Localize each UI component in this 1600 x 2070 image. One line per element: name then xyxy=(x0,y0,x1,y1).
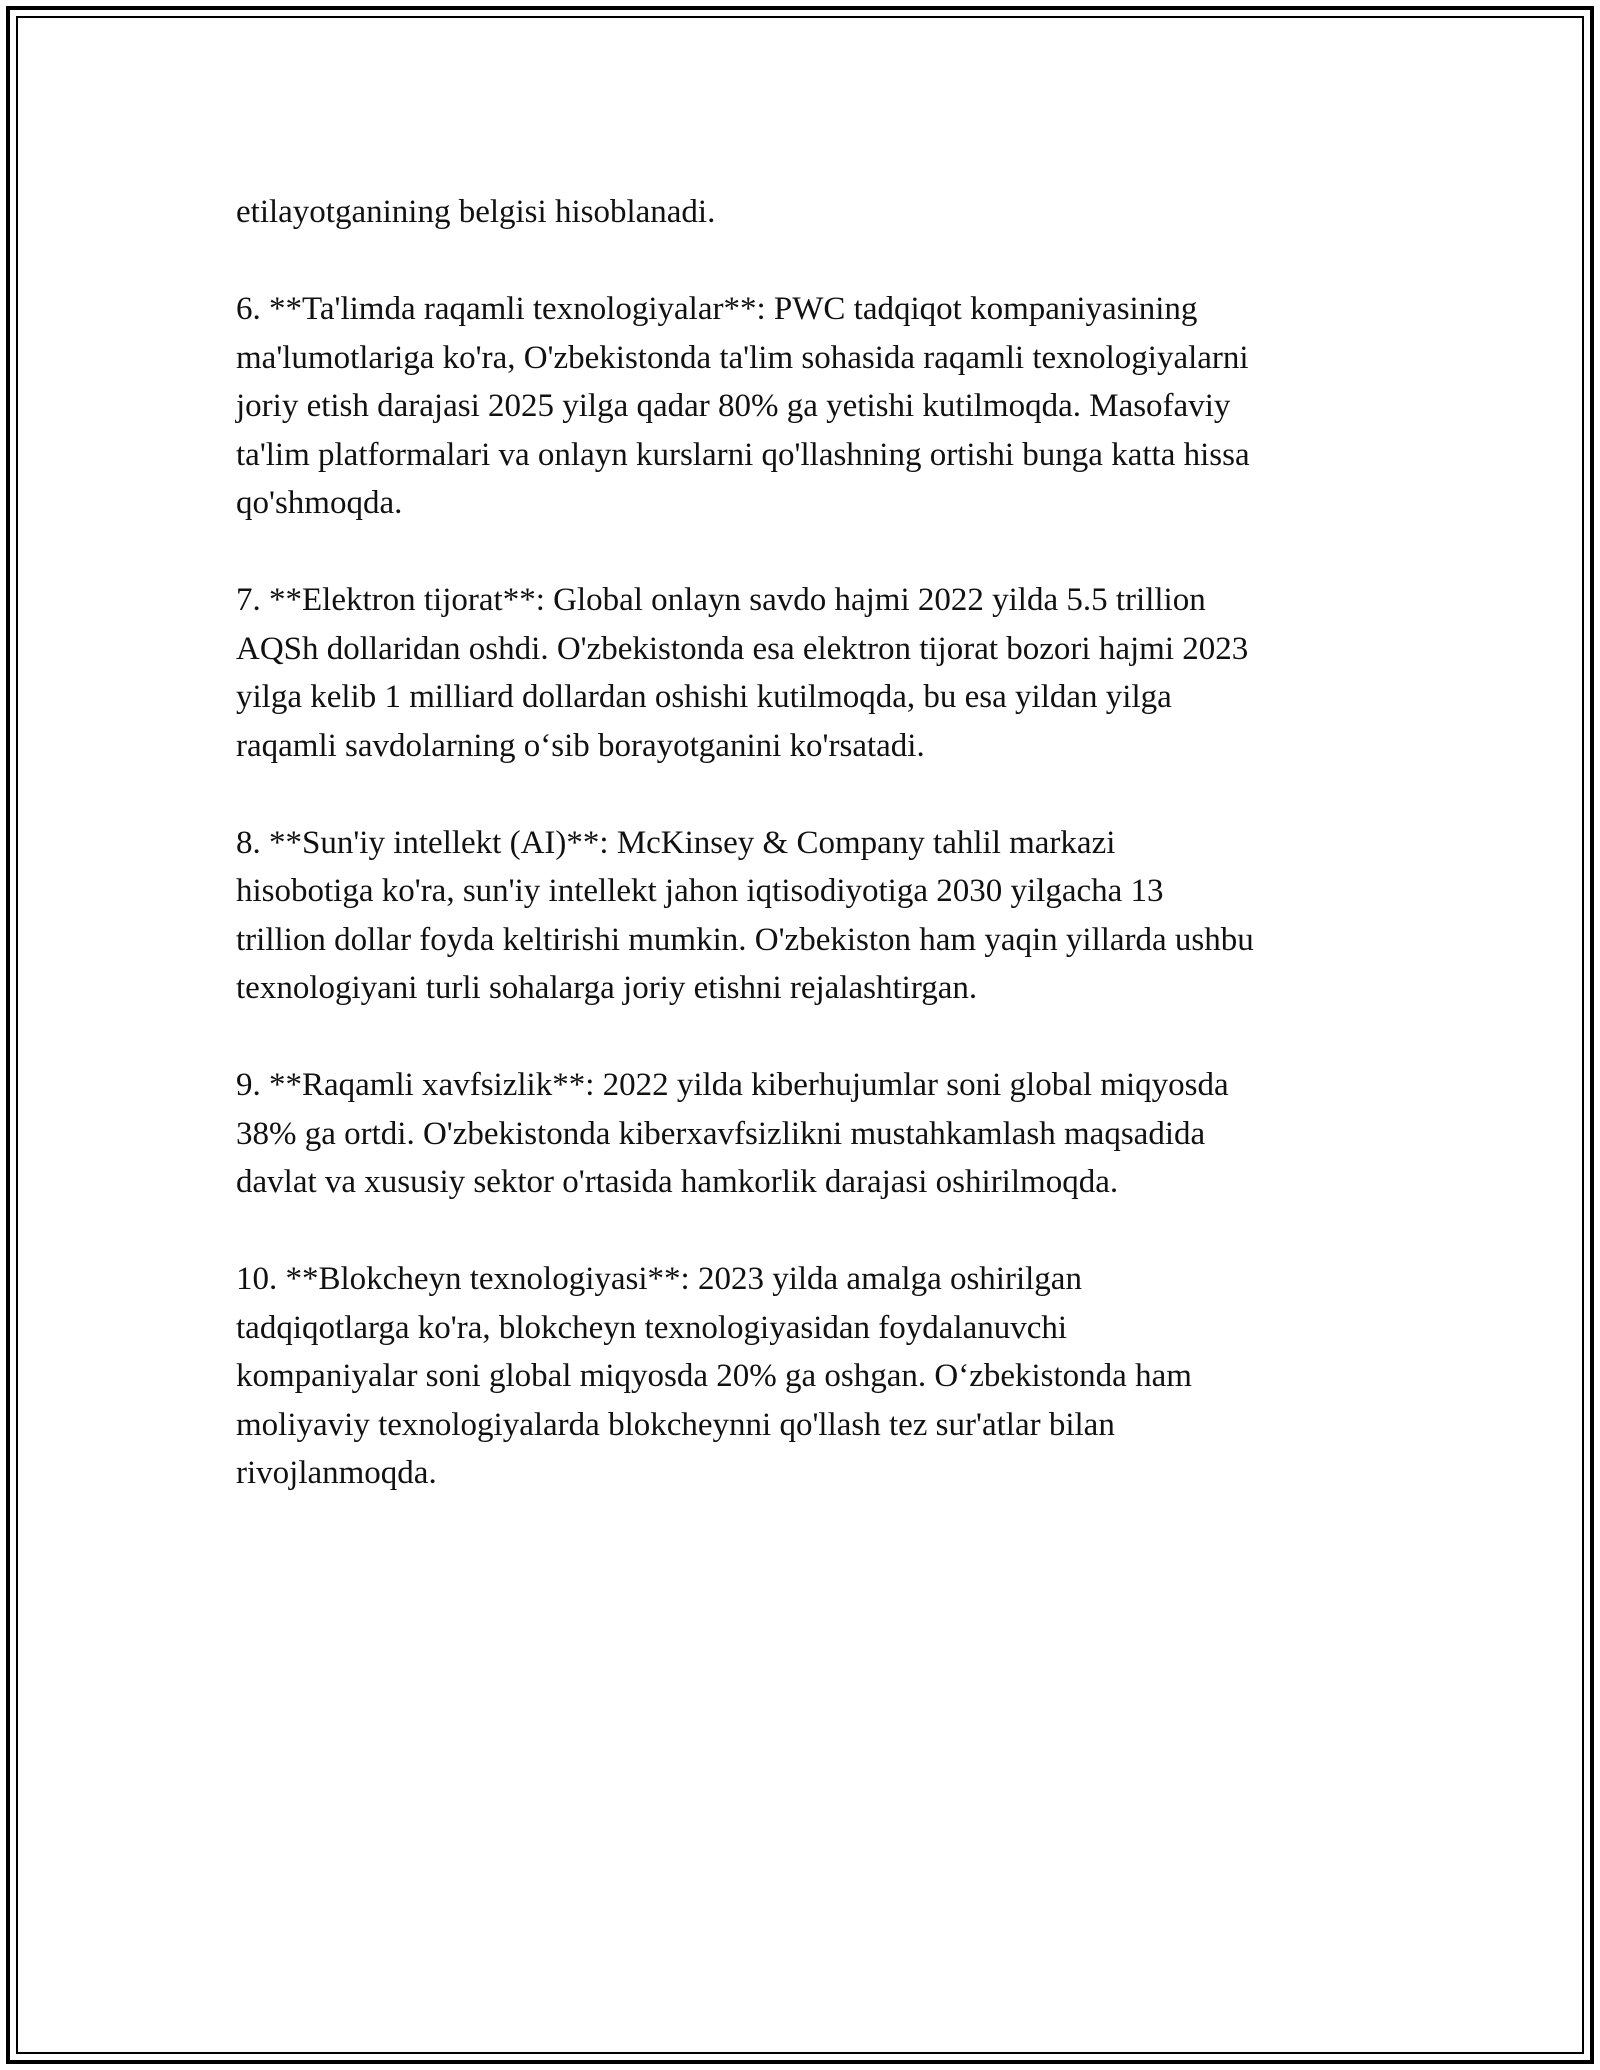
paragraph-item-7: 7. **Elektron tijorat**: Global onlayn savdo hajmi 2022 yilda 5.5 trillion AQSh dollaridan oshdi. O'zbekistonda esa elektron tijorat bozori hajmi 2023 yilga kelib 1 milliard dollardan oshishi kutilmoqda, bu esa yildan yilga raqamli savdolarning o‘sib borayotganini ko'rsatadi. xyxy=(236,582,1249,764)
paragraph-continuation: etilayotganining belgisi hisoblanadi. xyxy=(236,194,716,230)
paragraph-item-10: 10. **Blokcheyn texnologiyasi**: 2023 yilda amalga oshirilgan tadqiqotlarga ko'ra, blokcheyn texnologiyasidan foydalanuvchi kompaniyalar soni global miqyosda 20% ga oshgan. O‘zbekistonda ham moliyaviy texnologiyalarda blokcheynni qo'llash tez sur'atlar bilan rivojlanmoqda. xyxy=(236,1261,1192,1491)
paragraph-item-9: 9. **Raqamli xavfsizlik**: 2022 yilda kiberhujumlar soni global miqyosda 38% ga ortdi. O'zbekistonda kiberxavfsizlikni mustahkamlash maqsadida davlat va xususiy sektor o'rtasida hamkorlik darajasi oshirilmoqda. xyxy=(236,1067,1229,1200)
paragraph-item-6: 6. **Ta'limda raqamli texnologiyalar**: PWC tadqiqot kompaniyasining ma'lumotlariga ko'ra, O'zbekistonda ta'lim sohasida raqamli texnologiyalarni joriy etish darajasi 2025 yilga qadar 80% ga yetishi kutilmoqda. Masofaviy ta'lim platformalari va onlayn kurslarni qo'llashning ortishi bunga katta hissa qo'shmoqda. xyxy=(236,291,1250,521)
paragraph-item-8: 8. **Sun'iy intellekt (AI)**: McKinsey & Company tahlil markazi hisobotiga ko'ra, sun'iy intellekt jahon iqtisodiyotiga 2030 yilgacha 13 trillion dollar foyda keltirishi mumkin. O'zbekiston ham yaqin yillarda ushbu texnologiyani turli sohalarga joriy etishni rejalashtirgan. xyxy=(236,824,1254,1006)
document-body xyxy=(236,188,1386,1498)
